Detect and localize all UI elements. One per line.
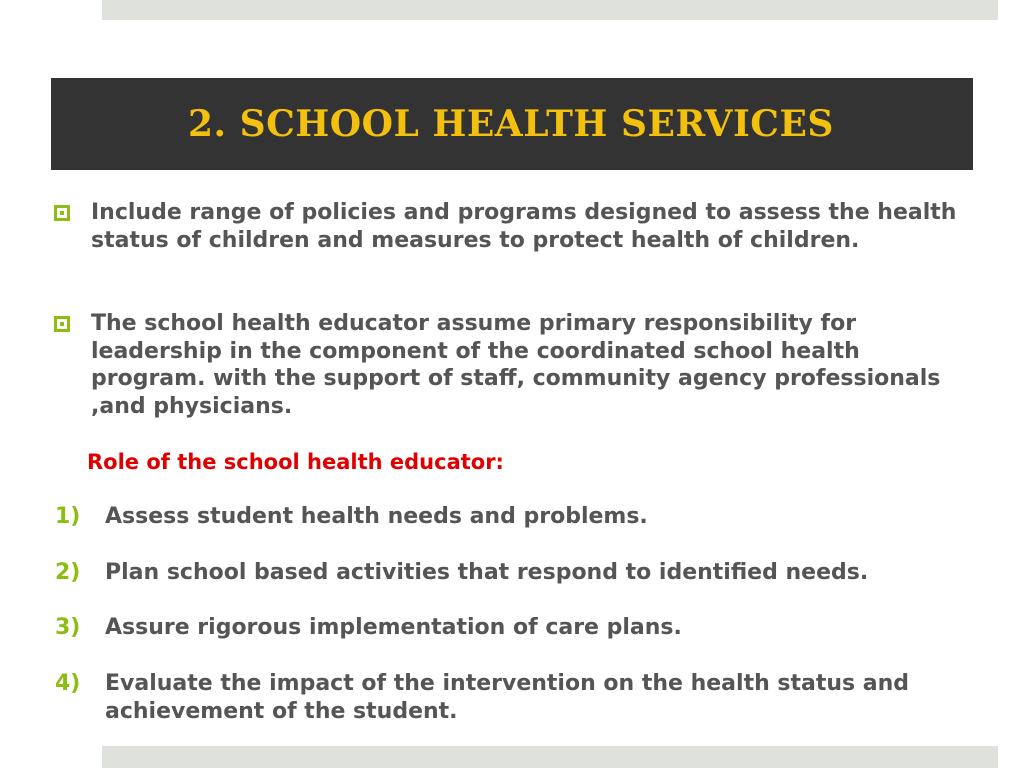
bullet-item	[52, 199, 962, 254]
square-bullet-icon	[54, 205, 70, 221]
numbered-item	[55, 559, 955, 587]
item-number: 4)	[55, 671, 81, 696]
item-number: 3)	[55, 615, 81, 640]
item-text: Assure rigorous implementation of care plans.	[105, 615, 682, 640]
item-text: Assess student health needs and problems.	[105, 504, 648, 529]
numbered-item	[55, 614, 955, 642]
numbered-item	[55, 503, 955, 531]
slide-title: 2. SCHOOL HEALTH SERVICES	[188, 103, 834, 145]
role-subheading: Role of the school health educator:	[87, 450, 504, 474]
bottom-decor-band	[102, 746, 998, 768]
bullet-item	[52, 310, 962, 420]
top-decor-band	[102, 0, 998, 20]
title-bar	[51, 78, 973, 170]
item-text: Plan school based activities that respond to identified needs.	[105, 560, 869, 585]
item-text: Evaluate the impact of the intervention on the health status and achievement of the student.	[105, 671, 910, 724]
square-bullet-icon	[54, 316, 70, 332]
bullet-text: Include range of policies and programs designed to assess the health status of children and measures to protect health of children.	[91, 200, 957, 253]
item-number: 2)	[55, 560, 81, 585]
bullet-text: The school health educator assume primary responsibility for leadership in the component of the coordinated school health program. with the support of staff, community agency professionals ,and physicians.	[91, 311, 941, 419]
item-number: 1)	[55, 504, 81, 529]
numbered-item	[55, 670, 955, 726]
